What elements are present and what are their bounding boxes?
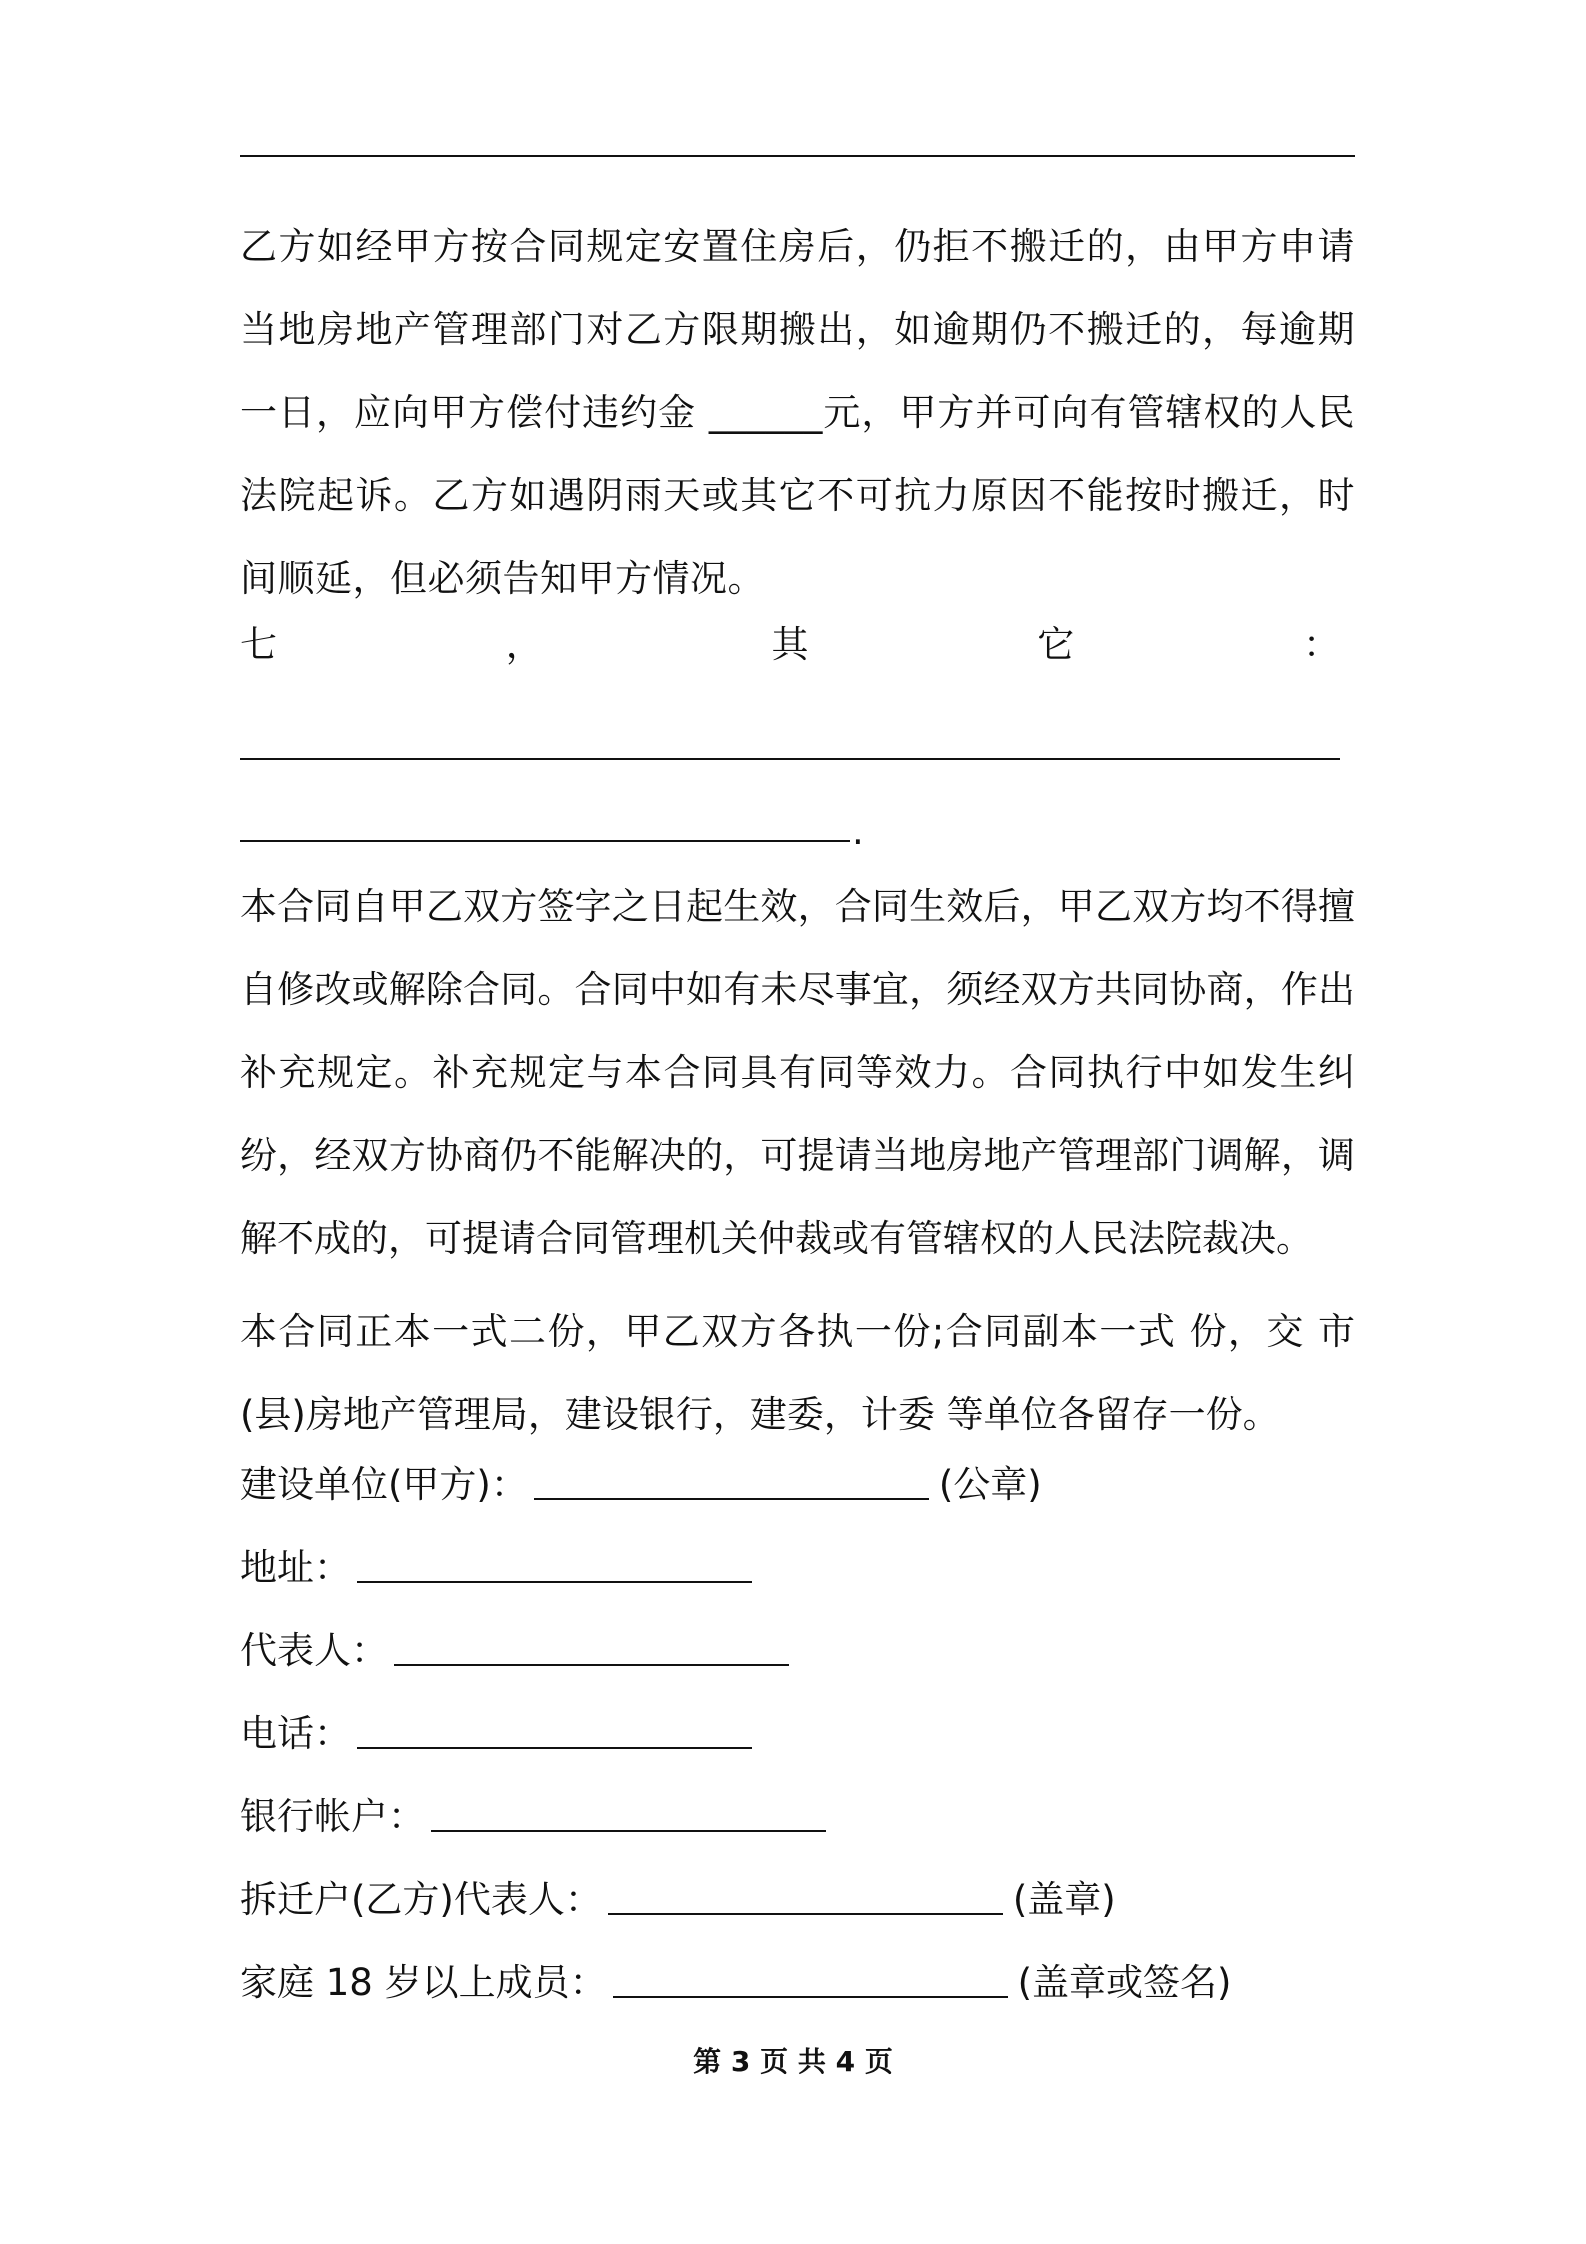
field-phone	[240, 1709, 762, 1759]
field-relocatee-blank	[608, 1913, 1003, 1915]
field-builder	[240, 1460, 1042, 1510]
paragraph-copies: 本合同正本一式二份，甲乙双方各执一份;合同副本一式 份，交 市(县)房地产管理局，建设银行，建委，计委 等单位各留存一份。	[240, 1310, 1355, 1436]
field-bank-account-blank	[431, 1830, 826, 1832]
field-relocatee-suffix: (盖章)	[1012, 1878, 1116, 1921]
field-family-members-label: 家庭 18 岁以上成员：	[240, 1961, 607, 2004]
field-family-members-suffix: (盖章或签名)	[1017, 1961, 1232, 2004]
field-phone-blank	[357, 1747, 752, 1749]
field-representative-label: 代表人：	[240, 1629, 388, 1672]
field-family-members	[240, 1958, 1231, 2008]
page-number-footer: 第 3 页 共 4 页	[693, 2045, 893, 2078]
field-bank-account-label: 银行帐户：	[240, 1795, 425, 1838]
blank-line-2	[240, 840, 850, 842]
paragraph-penalty: 乙方如经甲方按合同规定安置住房后，仍拒不搬迁的，由甲方申请当地房地产管理部门对乙方限期搬出，如逾期仍不搬迁的，每逾期一日，应向甲方偿付违约金 ______元，甲方并可向有管辖权的人民法院起诉。乙方如遇阴雨天或其它不可抗力原因不能按时搬迁，时间顺延，但必须告知甲方情况。	[240, 225, 1355, 600]
field-phone-label: 电话：	[240, 1712, 351, 1755]
blank-line-1	[240, 758, 1340, 760]
blank-end-mark: .	[852, 810, 864, 853]
heading-char-2: ，	[505, 623, 543, 666]
field-builder-blank	[534, 1498, 929, 1500]
header-rule	[240, 155, 1355, 157]
field-address	[240, 1543, 762, 1593]
field-builder-suffix: (公章)	[938, 1463, 1042, 1506]
field-relocatee-label: 拆迁户(乙方)代表人：	[240, 1878, 602, 1921]
field-relocatee	[240, 1875, 1116, 1925]
paragraph-effect: 本合同自甲乙双方签字之日起生效，合同生效后，甲乙双方均不得擅自修改或解除合同。合同中如有未尽事宜，须经双方共同协商，作出补充规定。补充规定与本合同具有同等效力。合同执行中如发生纠纷，经双方协商仍不能解决的，可提请当地房地产管理部门调解，调解不成的，可提请合同管理机关仲裁或有管辖权的人民法院裁决。	[240, 885, 1355, 1260]
heading-char-3: 其	[771, 623, 809, 666]
field-address-label: 地址：	[240, 1546, 351, 1589]
field-family-members-blank	[613, 1996, 1008, 1998]
section-heading-other	[240, 620, 1340, 670]
heading-char-4: 它	[1037, 623, 1075, 666]
field-builder-label: 建设单位(甲方)：	[240, 1463, 528, 1506]
field-representative	[240, 1626, 799, 1676]
field-bank-account	[240, 1792, 836, 1842]
field-representative-blank	[394, 1664, 789, 1666]
heading-char-1: 七	[240, 623, 277, 666]
heading-char-5: ：	[1303, 623, 1340, 666]
field-address-blank	[357, 1581, 752, 1583]
